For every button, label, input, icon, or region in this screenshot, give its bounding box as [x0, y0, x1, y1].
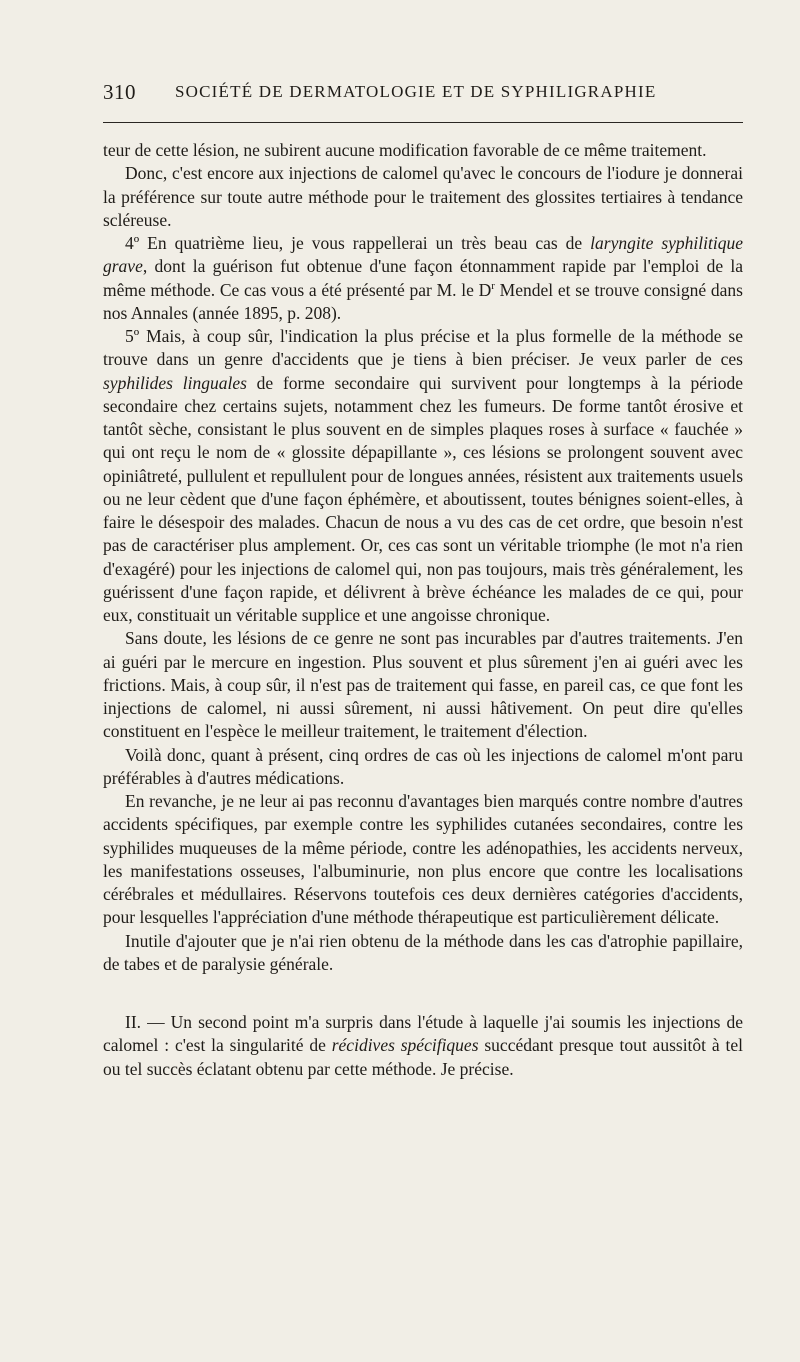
- paragraph-section-ii-part1: II. — Un second point m'a surpris dans l'étude à laquelle j'ai soumis les injections de calomel : c'est la singularité de: [103, 1012, 743, 1056]
- paragraph-syphilides-part2: de forme secondaire qui survivent pour longtemps à la période secondaire chez certains sujets, notamment chez les fumeurs. De forme tantôt érosive et tantôt sèche, consistant le plus souvent en de simples plaques roses à surface « fauchée » qui ont reçu le nom de « glossite dépapillante », ces lésions se prolongent souvent avec opiniâtreté, pullulent et repullulent pour de longues années, résistent aux traitements usuels ou ne leur cèdent que d'une façon éphémère, et aboutissent, toutes bénignes soient-elles, à faire le désespoir des malades. Chacun de nous a vu des cas de cet ordre, que besoin n'est pas de caractériser plus amplement. Or, ces cas sont un véritable triomphe (le mot n'a rien d'exagéré) pour les injections de calomel qui, non pas toujours, mais très généralement, les guérissent d'une façon rapide, et délivrent à brève échéance les malades de ce qui, pour eux, constituait un véritable supplice et une angoisse chronique.: [103, 372, 743, 625]
- paragraph-laryngite-part1: 4º En quatrième lieu, je vous rappellerai un très beau cas de: [125, 233, 591, 253]
- paragraph-syphilides: [103, 325, 743, 627]
- italic-syphilides-linguales: syphilides linguales: [103, 372, 247, 393]
- italic-recidives: récidives spécifiques: [331, 1035, 479, 1056]
- paragraph-inutile: Inutile d'ajouter que je n'ai rien obtenu de la méthode dans les cas d'atrophie papillaire, de tabes et de paralysie générale.: [103, 930, 743, 974]
- paragraph-laryngite-part2: , dont la guérison fut obtenue d'une façon étonnamment rapide par l'emploi de la même méthode. Ce cas vous a été présenté par M. le D: [103, 256, 743, 300]
- paragraph-section-ii: [103, 1011, 743, 1081]
- paragraph-sans-doute: Sans doute, les lésions de ce genre ne sont pas incurables par d'autres traitements. J'en ai guéri par le mercure en ingestion. Plus souvent et plus sûrement j'en ai guéri avec les frictions. Mais, à coup sûr, il n'est pas de traitement qui fasse, en pareil cas, ce que font les injections de calomel, ni aussi sûrement, ni aussi hâtivement. On peut dire qu'elles constituent en l'espèce le meilleur traitement, le traitement d'élection.: [103, 628, 743, 742]
- paragraph-section-ii-part2: succédant presque tout aussitôt à tel ou tel succès éclatant obtenu par cette méthode. Je précise.: [103, 1035, 743, 1079]
- italic-laryngite: laryngite syphilitique grave: [103, 233, 743, 277]
- paragraph-iodure: Donc, c'est encore aux injections de calomel qu'avec le concours de l'iodure je donnerai la préférence sur toute autre méthode pour le traitement des glossites tertiaires à tendance scléreuse.: [103, 163, 743, 230]
- paragraph-syphilides-part1: 5º Mais, à coup sûr, l'indication la plus précise et la plus formelle de la méthode se trouve dans un genre d'accidents que je tiens à bien préciser. Je veux parler de ces: [103, 326, 743, 370]
- paragraph-continuation: teur de cette lésion, ne subirent aucune modification favorable de ce même traitement.: [103, 140, 707, 160]
- paragraph-voila: Voilà donc, quant à présent, cinq ordres de cas où les injections de calomel m'ont paru préférables à d'autres médications.: [103, 744, 743, 788]
- paragraph-laryngite: [103, 232, 743, 325]
- header-rule: [103, 122, 743, 123]
- page-header: [103, 80, 743, 106]
- running-head: SOCIÉTÉ DE DERMATOLOGIE ET DE SYPHILIGRAPHIE: [175, 82, 657, 101]
- doctor-superscript: r: [491, 279, 495, 292]
- body-text: [103, 139, 743, 1081]
- paragraph-en-revanche: En revanche, je ne leur ai pas reconnu d'avantages bien marqués contre nombre d'autres accidents spécifiques, par exemple contre les syphilides cutanées secondaires, contre les syphilides muqueuses de la même période, contre les adénopathies, les accidents nerveux, les manifestations osseuses, l'albuminurie, non plus encore que contre les localisations cérébrales et médullaires. Réservons toutefois ces deux dernières catégories d'accidents, pour lesquelles l'appréciation d'une méthode thérapeutique est particulièrement délicate.: [103, 791, 743, 928]
- paragraph-laryngite-part3: Mendel et se trouve consigné dans nos Annales (année 1895, p. 208).: [103, 279, 743, 323]
- page-number: 310: [103, 80, 136, 104]
